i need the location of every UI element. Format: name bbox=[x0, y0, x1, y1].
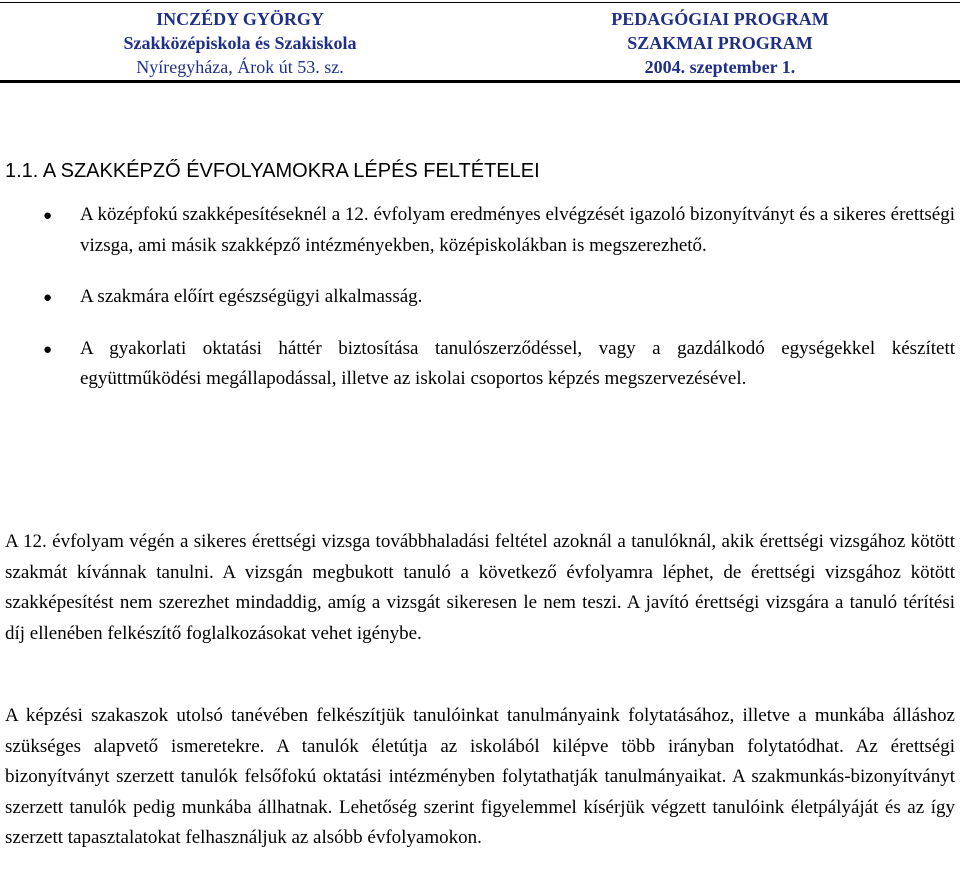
bullet-icon: ● bbox=[43, 208, 53, 224]
page-header bbox=[0, 2, 960, 83]
condition-list bbox=[0, 200, 960, 416]
header-program-block bbox=[480, 3, 960, 80]
header-program-subtitle: SZAKMAI PROGRAM bbox=[627, 33, 813, 53]
bullet-icon: ● bbox=[43, 341, 53, 358]
header-school-name: INCZÉDY GYÖRGY bbox=[156, 9, 324, 29]
section-title: 1.1. A SZAKKÉPZŐ ÉVFOLYAMOKRA LÉPÉS FELTÉTELEI bbox=[5, 160, 540, 182]
list-item bbox=[0, 282, 960, 313]
list-item-text: A középfokú szakképesítéseknél a 12. évfolyam eredményes elvégzését igazoló bizonyítványt és a sikeres érettségi vizsga, ami másik szakképző intézményekben, középiskolákban is megszerezhető. bbox=[80, 204, 955, 256]
list-item-text: A gyakorlati oktatási háttér biztosítása tanulószerződéssel, vagy a gazdálkodó egységekkel készített együttműködési megállapodással, illetve az iskolai csoportos képzés megszervezésével. bbox=[80, 337, 955, 389]
header-program-title: PEDAGÓGIAI PROGRAM bbox=[611, 9, 829, 29]
list-item bbox=[0, 200, 960, 261]
paragraph-career-path: A képzési szakaszok utolsó tanévében felkészítjük tanulóinkat tanulmányaink folytatásához, illetve a munkába álláshoz szükséges alapvető ismeretekre. A tanulók életútja az iskolából kilépve több irányban folytatódhat. Az érettségi bizonyítványt szerzett tanulók felsőfokú oktatási intézményben folytathatják tanulmányaikat. A szakmunkás-bizonyítványt szerzett tanulók pedig munkába állhatnak. Lehetőség szerint figyelemmel kísérjük végzett tanulóink életpályáját és az így szerzett tapasztalatokat felhasználjuk az alsóbb évfolyamokon. bbox=[5, 705, 955, 848]
bullet-icon: ● bbox=[43, 290, 53, 306]
list-item bbox=[0, 334, 960, 395]
header-program-date: 2004. szeptember 1. bbox=[644, 57, 796, 77]
header-school-block bbox=[0, 3, 480, 80]
header-school-type: Szakközépiskola és Szakiskola bbox=[123, 33, 357, 53]
list-item-text: A szakmára előírt egészségügyi alkalmasság. bbox=[80, 286, 423, 307]
paragraph-final-exam: A 12. évfolyam végén a sikeres érettségi vizsga továbbhaladási feltétel azoknál a tanulóknál, akik érettségi vizsgához kötött szakmát kívánnak tanulni. A vizsgán megbukott tanuló a következő évfolyamra léphet, de érettségi vizsgához kötött szakképesítést nem szerezhet mindaddig, amíg a vizsgát sikeresen le nem teszi. A javító érettségi vizsgára a tanuló térítési díj ellenében felkészítő foglalkozásokat vehet igénybe. bbox=[5, 531, 955, 644]
header-school-address: Nyíregyháza, Árok út 53. sz. bbox=[136, 57, 344, 77]
